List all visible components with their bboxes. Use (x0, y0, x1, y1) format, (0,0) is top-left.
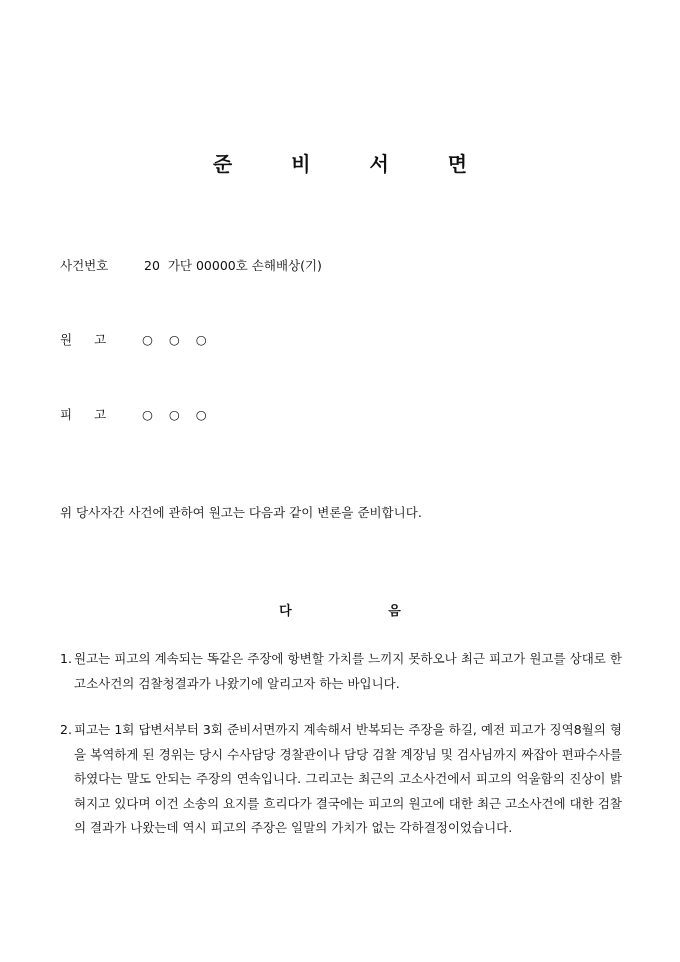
intro-paragraph: 위 당사자간 사건에 관하여 원고는 다음과 같이 변론을 준비합니다. (60, 505, 422, 520)
plaintiff-label: 원고 (60, 332, 129, 347)
case-number-value: 20 가단 00000호 손해배상(기) (144, 258, 322, 273)
defendant-name: ○ ○ ○ (142, 407, 213, 422)
list-item (60, 718, 622, 841)
plaintiff-name: ○ ○ ○ (142, 332, 213, 347)
item-text: 원고는 피고의 계속되는 똑같은 주장에 항변할 가치를 느끼지 못하오나 최근 피고가 원고를 상대로 한 고소사건의 검찰청결과가 나왔기에 알리고자 하는 바입니다. (74, 651, 622, 691)
item-number: 1. (60, 651, 72, 666)
list-item (60, 647, 622, 696)
case-number-label: 사건번호 (60, 258, 109, 273)
defendant-label: 피고 (60, 407, 129, 422)
plaintiff-line (60, 330, 213, 348)
item-text: 피고는 1회 답변서부터 3회 준비서면까지 계속해서 반복되는 주장을 하길, 예전 피고가 징역8월의 형을 복역하게 된 경위는 당시 수사담당 경찰관이나 담당 검찰 계장님 및 검사님까지 짜잡아 편파수사를 하였다는 말도 안되는 주장의 연속입니다. 그리고는 최근의 고소사건에서 피고의 억울함의 진상이 밝혀지고 있다며 이건 소송의 요지를 흐리다가 결국에는 피고의 원고에 대한 최근 고소사건에 대한 검찰의 결과가 나왔는데 역시 피고의 주장은 일말의 가치가 없는 각하결정이었습니다. (74, 722, 622, 835)
item-number: 2. (60, 722, 72, 737)
section-heading: 다 음 (279, 604, 447, 619)
document-title: 준 비 서 면 (212, 152, 494, 176)
case-number-line (60, 256, 322, 274)
defendant-line (60, 405, 213, 423)
